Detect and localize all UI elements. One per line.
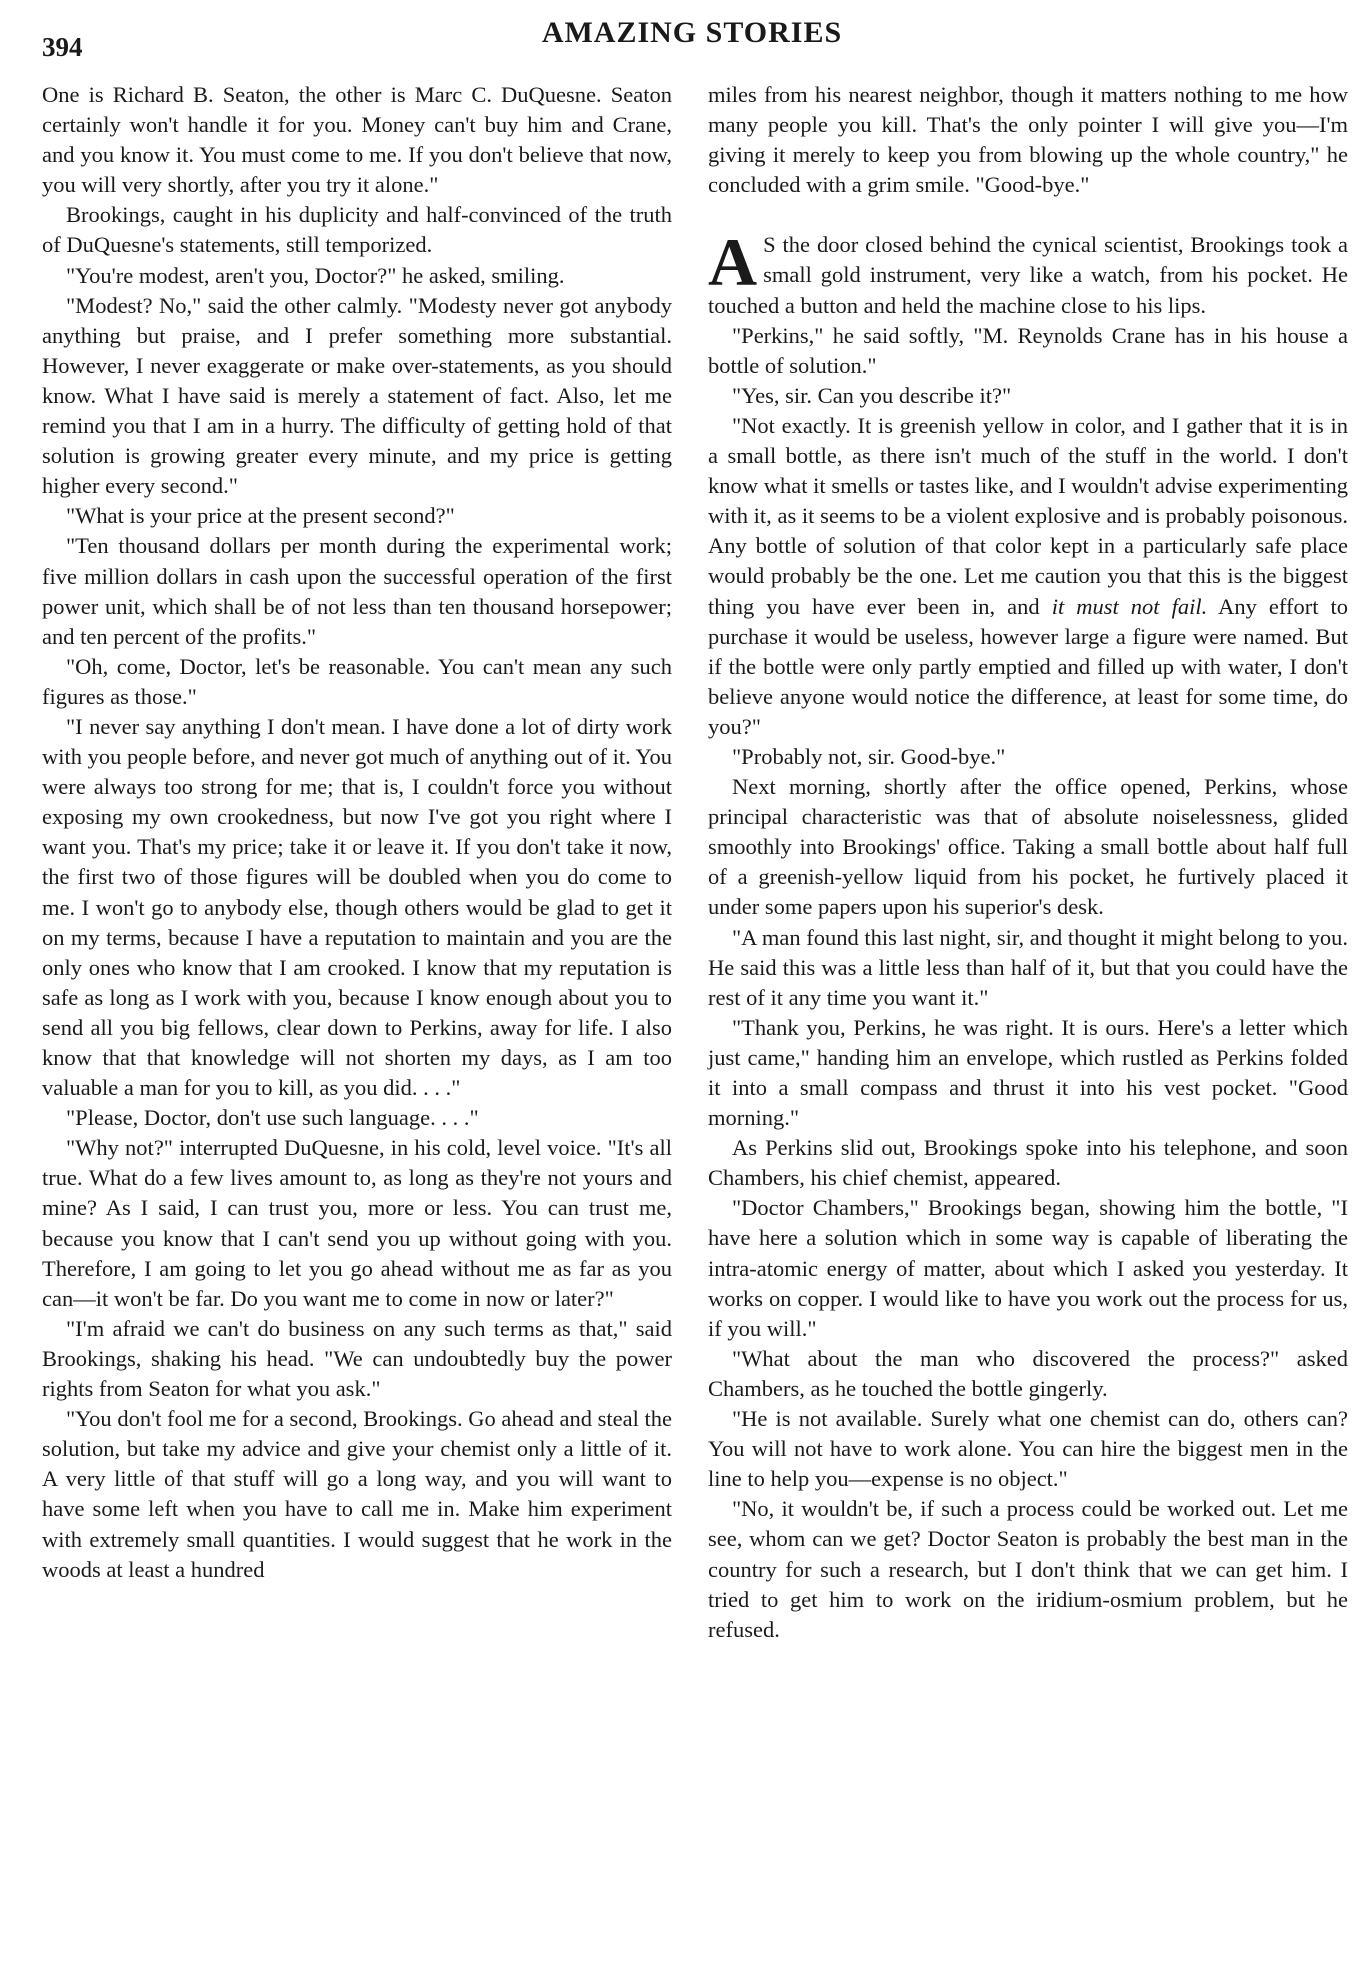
paragraph: "You're modest, aren't you, Doctor?" he asked, smiling. xyxy=(66,262,565,288)
page-header xyxy=(42,14,1342,64)
drop-cap: A xyxy=(708,224,758,301)
right-column xyxy=(708,80,1348,1645)
paragraph: Next morning, shortly after the office opened, Perkins, whose principal characteristic was that of absolute noiselessness, glided smoothly into Brookings' office. Taking a small bottle about half full of a greenish-yellow liquid from his pocket, he furtively placed it under some papers upon his superior's desk. xyxy=(708,774,1348,920)
magazine-title: AMAZING STORIES xyxy=(541,16,843,49)
emphasis-text: it must not fail. xyxy=(1051,593,1208,619)
paragraph xyxy=(708,411,1348,742)
paragraph: "Yes, sir. Can you describe it?" xyxy=(732,382,1012,408)
paragraph: "Thank you, Perkins, he was right. It is ours. Here's a letter which just came," handing him an envelope, which rustled as Perkins folded it into a small compass and thrust it into his vest pocket. "Good morning." xyxy=(708,1014,1348,1131)
paragraph: "Ten thousand dollars per month during the experimental work; five million dollars in cash upon the successful operation of the first power unit, which shall be of not less than ten thousand horsepower; and ten percent of the profits." xyxy=(42,533,672,649)
paragraph: "Doctor Chambers," Brookings began, showing him the bottle, "I have here a solution which in some way is capable of liberating the intra-atomic energy of matter, about which I asked you yesterday. It works on copper. I would like to have you work out the process for us, if you will." xyxy=(708,1195,1348,1341)
paragraph-text: Any effort to purchase it would be useless, however large a figure were named. But if the bottle were only partly emptied and filled up with water, I don't believe anyone would notice the difference, at least for some time, do you?" xyxy=(708,593,1349,739)
section-start-text: S the door closed behind the cynical scientist, Brookings took a small gold instrument, very like a watch, from his pocket. He touched a button and held the machine close to his lips. xyxy=(708,232,1348,318)
paragraph: "He is not available. Surely what one chemist can do, others can? You will not have to work alone. You can hire the biggest men in the line to help you—expense is no object." xyxy=(708,1406,1348,1492)
paragraph: One is Richard B. Seaton, the other is Marc C. DuQuesne. Seaton certainly won't handle it for you. Money can't buy him and Crane, and you know it. You must come to me. If you don't believe that now, you will very shortly, after you try it alone." xyxy=(42,82,672,198)
paragraph: "What about the man who discovered the process?" asked Chambers, as he touched the bottle gingerly. xyxy=(708,1345,1348,1401)
paragraph: "You don't fool me for a second, Brookings. Go ahead and steal the solution, but take my advice and give your chemist only a little of it. A very little of that stuff will go a long way, and you will want to have some left when you have to call me in. Make him experiment with extremely small quantities. I would suggest that he work in the woods at least a hundred xyxy=(42,1406,672,1582)
paragraph: "I'm afraid we can't do business on any such terms as that," said Brookings, shaking his head. "We can undoubtedly buy the power rights from Seaton for what you ask." xyxy=(42,1315,672,1402)
paragraph: "A man found this last night, sir, and thought it might belong to you. He said this was a little less than half of it, but that you could have the rest of it any time you want it." xyxy=(708,924,1348,1010)
paragraph: "Please, Doctor, don't use such language. . . ." xyxy=(66,1105,479,1131)
paragraph: "Perkins," he said softly, "M. Reynolds Crane has in his house a bottle of solution." xyxy=(708,322,1348,378)
paragraph: "Modest? No," said the other calmly. "Modesty never got anybody anything but praise, and I prefer something more substantial. However, I never exaggerate or make over-statements, as you should know. What I have said is merely a statement of fact. Also, let me remind you that I am in a hurry. The difficulty of getting hold of that solution is growing greater every minute, and my price is getting higher every second." xyxy=(42,292,672,499)
page-number: 394 xyxy=(42,32,83,62)
section-start-paragraph xyxy=(708,224,1348,320)
paragraph: As Perkins slid out, Brookings spoke into his telephone, and soon Chambers, his chief chemist, appeared. xyxy=(708,1135,1348,1191)
paragraph: "Oh, come, Doctor, let's be reasonable. You can't mean any such figures as those." xyxy=(42,653,672,709)
paragraph: "What is your price at the present second?" xyxy=(66,503,455,529)
paragraph-text: "Not exactly. It is greenish yellow in color, and I gather that it is in a small bottle, as there isn't much of the stuff in the world. I don't know what it smells or tastes like, and I wouldn't advise experimenting with it, as it seems to be a violent explosive and is probably poisonous. Any bottle of solution of that color kept in a particularly safe place would probably be the one. Let me caution you that this is the biggest thing you have ever been in, and xyxy=(708,412,1348,619)
left-column xyxy=(42,80,672,1585)
paragraph: "I never say anything I don't mean. I have done a lot of dirty work with you people before, and never got much of anything out of it. You were always too strong for me; that is, I couldn't force you without exposing my own crookedness, but now I've got you right where I want you. That's my price; take it or leave it. If you don't take it now, the first two of those figures will be doubled when you do come to me. I won't go to anybody else, though others would be glad to get it on my terms, because I have a reputation to maintain and you are the only ones who know that I am crooked. I know that my reputation is safe as long as I work with you, because I know enough about you to send all you big fellows, clear down to Perkins, away for life. I also know that that knowledge will not shorten my days, as I am too valuable a man for you to kill, as you did. . . ." xyxy=(42,713,672,1101)
paragraph: "Why not?" interrupted DuQuesne, in his cold, level voice. "It's all true. What do a few lives amount to, as long as they're not yours and mine? As I said, I can trust you, more or less. You can trust me, because you know that I can't send you up without going with you. Therefore, I am going to let you go ahead without me as far as you can—it won't be far. Do you want me to come in now or later?" xyxy=(42,1135,672,1311)
paragraph: "Probably not, sir. Good-bye." xyxy=(732,743,1006,769)
paragraph: Brookings, caught in his duplicity and half-convinced of the truth of DuQuesne's statements, still temporized. xyxy=(42,202,672,258)
paragraph: "No, it wouldn't be, if such a process could be worked out. Let me see, whom can we get? Doctor Seaton is probably the best man in the country for such a research, but I don't think that we can get him. I tried to get him to work on the iridium-osmium problem, but he refused. xyxy=(708,1496,1348,1642)
paragraph-continuation: miles from his nearest neighbor, though it matters nothing to me how many people you kill. That's the only pointer I will give you—I'm giving it merely to keep you from blowing up the whole country," he concluded with a grim smile. "Good-bye." xyxy=(708,82,1348,198)
